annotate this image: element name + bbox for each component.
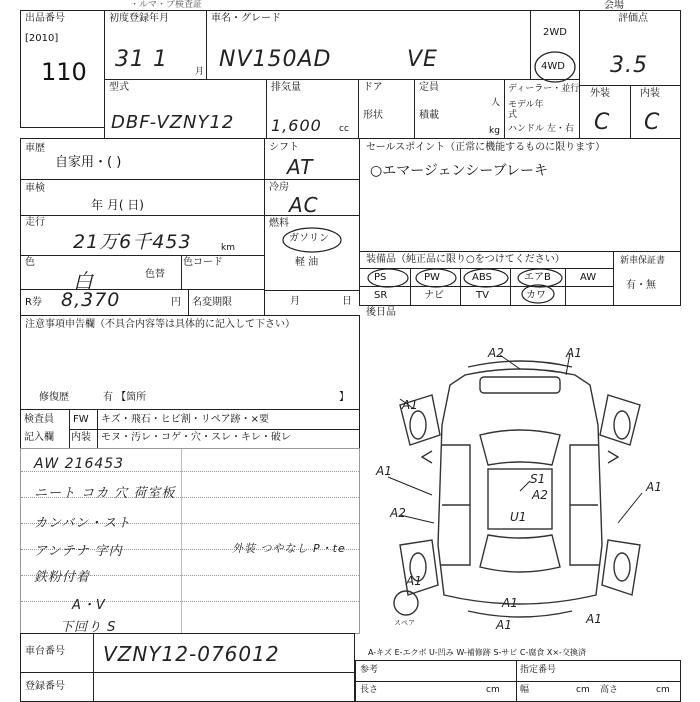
recycle-unit: 円 (171, 297, 181, 308)
rating-value: 3.5 (610, 53, 648, 78)
remark-4: アンテナ 字内 (34, 544, 123, 559)
equip-ps: PS (374, 272, 387, 283)
fuel-value: ガソリン (289, 233, 329, 244)
sales-point-box (359, 138, 681, 252)
inspector-label-1: 検査員 (24, 414, 54, 425)
exterior-label: 外装 (590, 88, 610, 99)
equipment-label: 装備品（純正品に限り○をつけてください） (366, 254, 565, 265)
mark-a2-front: A2 (488, 346, 504, 360)
dealer-label: ディーラー・並行 (508, 84, 580, 94)
inspector-row2: モヌ・汚レ・コゲ・穴・スレ・キレ・破レ (101, 432, 291, 443)
drive-2wd: 2WD (543, 27, 567, 38)
door-box (358, 79, 415, 139)
inspection-value: 年 月( 日) (91, 198, 144, 212)
spare-label: スペア (394, 619, 415, 627)
height-unit: cm (656, 685, 670, 695)
first-reg-label: 初度登録年月 (109, 13, 169, 24)
mark-a1-rear-center: A1 (502, 596, 518, 610)
remark-6: A・V (72, 598, 106, 613)
color-change-label: 色替 (145, 269, 165, 280)
inspection-label: 車検 (25, 183, 45, 194)
fuel-other: 軽 油 (295, 257, 319, 268)
door-label: ドア (363, 82, 383, 93)
mileage-label: 走行 (25, 217, 45, 228)
shift-value: AT (287, 155, 314, 179)
equipment-circles-icon (364, 266, 614, 306)
equip-airbag: エアB (524, 272, 551, 283)
grade: VE (407, 47, 438, 72)
sales-point-value: ○エマージェンシーブレーキ (370, 163, 549, 179)
mileage-value: 21万6千453 (73, 231, 192, 253)
equip-tv: TV (476, 290, 489, 301)
capacity-box (414, 79, 505, 139)
chassis-label: 車台番号 (25, 646, 65, 657)
dealer-box (504, 79, 580, 139)
displacement-box (266, 79, 359, 139)
name-change-month: 月 (290, 296, 300, 307)
repair-value: 有 【箇所 (103, 392, 147, 403)
color-label: 色 (25, 257, 35, 268)
mark-a1-rear: A1 (496, 618, 512, 632)
drive-4wd: 4WD (541, 61, 565, 72)
inspector-row1: キズ・飛石・ヒビ割・リペア跡・×要 (101, 414, 269, 425)
mark-a2-left: A2 (390, 506, 406, 520)
mileage-unit: km (221, 243, 235, 253)
history-value: 自家用・( ) (55, 155, 122, 170)
damage-legend: A-キズ E-エクボ U-凹み W-補修跡 S-サビ C-腐食 X×-交換済 (368, 648, 586, 657)
recycle-value: 8,370 (61, 289, 121, 311)
width-unit: cm (576, 685, 590, 695)
rating-box (579, 10, 681, 86)
load-label: 積載 (419, 110, 439, 121)
remark-2: ニート コカ 穴 荷室板 (34, 486, 176, 501)
exterior-value: C (594, 110, 611, 135)
inspector-row1-head: FW (73, 414, 89, 425)
repair-close: 】 (339, 392, 349, 403)
model-year-label: モデル年式 (508, 100, 544, 120)
remark-7: 下回り S (60, 620, 117, 635)
mark-a1-left-rear: A1 (406, 574, 422, 588)
remark-5: 鉄粉付着 (34, 570, 91, 585)
after-items-label: 後日品 (366, 307, 396, 318)
capacity-label: 定員 (419, 82, 439, 93)
item-number-box (20, 10, 105, 128)
capacity-unit: 人 (491, 98, 501, 108)
first-reg-unit: 月 (195, 67, 205, 77)
inspector-row2-head: 内装 (71, 432, 91, 443)
history-label: 車歴 (25, 143, 45, 154)
history-box (20, 138, 265, 316)
type-label: 型式 (109, 82, 129, 93)
registration-label: 登録番号 (25, 681, 65, 692)
mark-s1-roof: S1 (530, 472, 546, 486)
warranty-value: 有・無 (626, 280, 656, 291)
first-registration-box (104, 10, 207, 80)
type-box (104, 79, 267, 139)
equipment-box (359, 251, 681, 306)
displacement-value: 1,600 (271, 116, 322, 135)
first-reg-value: 31 1 (115, 47, 168, 72)
inspector-box (20, 409, 360, 449)
drive-info-box (264, 138, 360, 291)
model-grade-label: 車名・グレード (211, 13, 281, 24)
equip-other: カワ (526, 290, 546, 301)
model-grade-box (206, 10, 531, 80)
rating-label: 評価点 (618, 13, 648, 24)
shift-label: シフト (269, 142, 299, 153)
mark-u1-roof: U1 (510, 510, 527, 524)
displacement-unit: cc (339, 124, 349, 134)
venue-label: 会場 (604, 0, 624, 11)
model-name: NV150AD (219, 47, 332, 72)
car-damage-diagram (370, 345, 680, 635)
registration-box (20, 672, 355, 702)
load-unit: kg (489, 126, 500, 136)
height-label: 高さ (600, 685, 619, 695)
item-no-label: 出品番号 (25, 13, 65, 24)
width-label: 幅 (520, 685, 530, 695)
ac-label: 冷房 (269, 182, 289, 193)
mark-a2-roof: A2 (532, 488, 548, 502)
header-top-fragment: ・ルマ・プ検査証 (130, 0, 203, 10)
reference-box (355, 660, 681, 702)
mark-a1-left-front: A1 (402, 398, 418, 412)
notes-box (20, 315, 360, 410)
mark-a1-right: A1 (646, 480, 662, 494)
shape-label: 形状 (363, 110, 383, 121)
remark-side: 外装 つやなし P・te (232, 542, 346, 555)
equip-sr: SR (374, 290, 388, 301)
name-change-label: 名変期限 (192, 297, 232, 308)
fuel-label: 燃料 (269, 218, 289, 229)
chassis-value: VZNY12-076012 (103, 642, 280, 666)
ac-value: AC (289, 193, 319, 217)
name-change-day: 日 (342, 296, 352, 307)
color-value: 白 (73, 269, 94, 293)
sales-point-label: セールスポイント（正常に機能するものに限ります） (366, 142, 606, 153)
equip-pw: PW (424, 272, 440, 283)
item-number: 110 (41, 58, 87, 86)
color-code-label: 色コード (183, 257, 223, 268)
mark-a1-left: A1 (376, 464, 392, 478)
warranty-label: 新車保証書 (620, 256, 666, 266)
equip-navi: ナビ (424, 290, 444, 301)
type-value: DBF-VZNY12 (111, 112, 235, 133)
drive-box (530, 10, 580, 80)
mark-a1-rear-right: A1 (586, 612, 602, 626)
ref-label-1: 参考 (360, 665, 379, 675)
mark-a1-front: A1 (566, 346, 582, 360)
equip-aw: AW (580, 272, 597, 283)
equip-abs: ABS (472, 272, 492, 283)
remark-1: AW 216453 (34, 456, 125, 472)
exterior-interior-box (579, 85, 681, 139)
recycle-label: R券 (25, 297, 42, 308)
repair-label: 修復歴 (39, 392, 69, 403)
fuel-circle-icon (281, 225, 343, 255)
year-code: [2010] (25, 33, 59, 44)
inspector-label-2: 記入欄 (24, 432, 54, 443)
remark-3: カンバン・スト (34, 516, 132, 531)
chassis-box (20, 633, 355, 673)
designated-label: 指定番号 (520, 665, 557, 675)
length-label: 長さ (360, 685, 379, 695)
interior-label: 内装 (640, 88, 660, 99)
length-unit: cm (486, 685, 500, 695)
displacement-label: 排気量 (271, 82, 301, 93)
interior-value: C (644, 110, 661, 135)
notes-label: 注意事項申告欄（不具合内容等は具体的に記入して下さい） (25, 319, 295, 330)
handle-label: ハンドル 左・右 (508, 124, 574, 134)
